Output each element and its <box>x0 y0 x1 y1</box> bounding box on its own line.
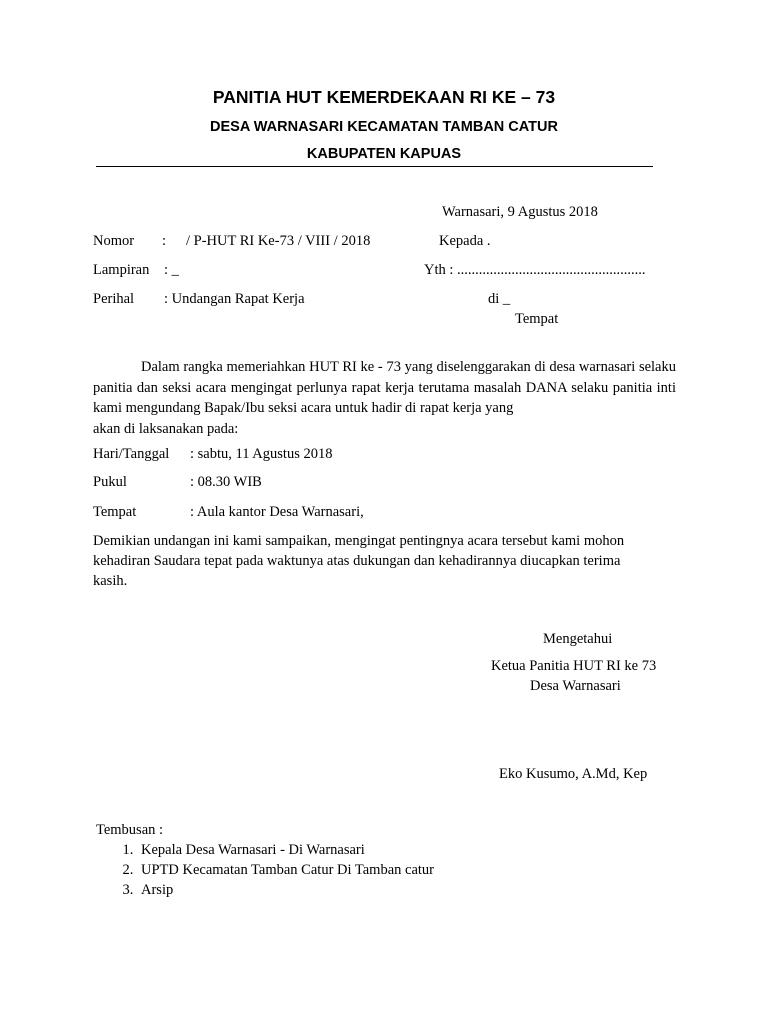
nomor-colon: : <box>162 233 167 249</box>
recipient-tempat: Tempat <box>515 311 559 327</box>
recipient-yth: Yth : .................................................... <box>424 262 646 278</box>
letterhead-divider <box>96 166 653 167</box>
tembusan-item: 3. Arsip <box>137 880 434 900</box>
pukul-value: : 08.30 WIB <box>190 474 262 490</box>
lampiran-value: : _ <box>164 262 179 278</box>
lampiran-label: Lampiran <box>93 262 150 278</box>
opening-last-line: akan di laksanakan pada: <box>93 420 239 437</box>
tembusan-item: 2. UPTD Kecamatan Tamban Catur Di Tamban catur <box>137 860 434 880</box>
letterhead-title: PANITIA HUT KEMERDEKAAN RI KE – 73 <box>212 87 556 107</box>
tempat-value: : Aula kantor Desa Warnasari, <box>190 504 364 520</box>
tembusan-item: 1. Kepala Desa Warnasari - Di Warnasari <box>137 840 434 860</box>
nomor-value: / P-HUT RI Ke-73 / VIII / 2018 <box>186 233 371 249</box>
letterhead-subtitle-regency: KABUPATEN KAPUAS <box>306 146 462 162</box>
perihal-label: Perihal <box>93 291 135 307</box>
signature-mengetahui: Mengetahui <box>543 631 613 647</box>
opening-paragraph <box>93 357 676 439</box>
recipient-di: di _ <box>488 291 511 307</box>
pukul-label: Pukul <box>93 474 127 490</box>
closing-line-1: Demikian undangan ini kami sampaikan, mengingat pentingnya acara tersebut kami mohon <box>93 533 625 549</box>
kepada-label: Kepada . <box>439 233 491 249</box>
tembusan-label: Tembusan : <box>96 822 164 838</box>
signature-org: Desa Warnasari <box>530 678 621 694</box>
hari-tanggal-label: Hari/Tanggal <box>93 446 170 462</box>
signature-name: Eko Kusumo, A.Md, Kep <box>499 766 648 782</box>
opening-text: Dalam rangka memeriahkan HUT RI ke - 73 yang diselenggarakan di desa warnasari selaku panitia dan seksi acara mengingat perlunya rapat kerja terutama masalah DANA selaku panitia inti kami mengundang Bapak/Ibu seksi acara untuk hadir di rapat kerja yang <box>93 359 676 416</box>
nomor-label: Nomor <box>93 233 135 249</box>
closing-line-2: kehadiran Saudara tepat pada waktunya atas dukungan dan kehadirannya diucapkan terima <box>93 553 621 569</box>
perihal-value: : Undangan Rapat Kerja <box>164 291 305 307</box>
signature-role: Ketua Panitia HUT RI ke 73 <box>491 658 657 674</box>
place-date: Warnasari, 9 Agustus 2018 <box>442 204 598 220</box>
letterhead-subtitle-village: DESA WARNASARI KECAMATAN TAMBAN CATUR <box>210 119 558 135</box>
closing-line-3: kasih. <box>93 573 128 589</box>
tempat-label: Tempat <box>93 504 137 520</box>
hari-tanggal-value: : sabtu, 11 Agustus 2018 <box>190 446 333 462</box>
tembusan-list <box>93 840 434 900</box>
